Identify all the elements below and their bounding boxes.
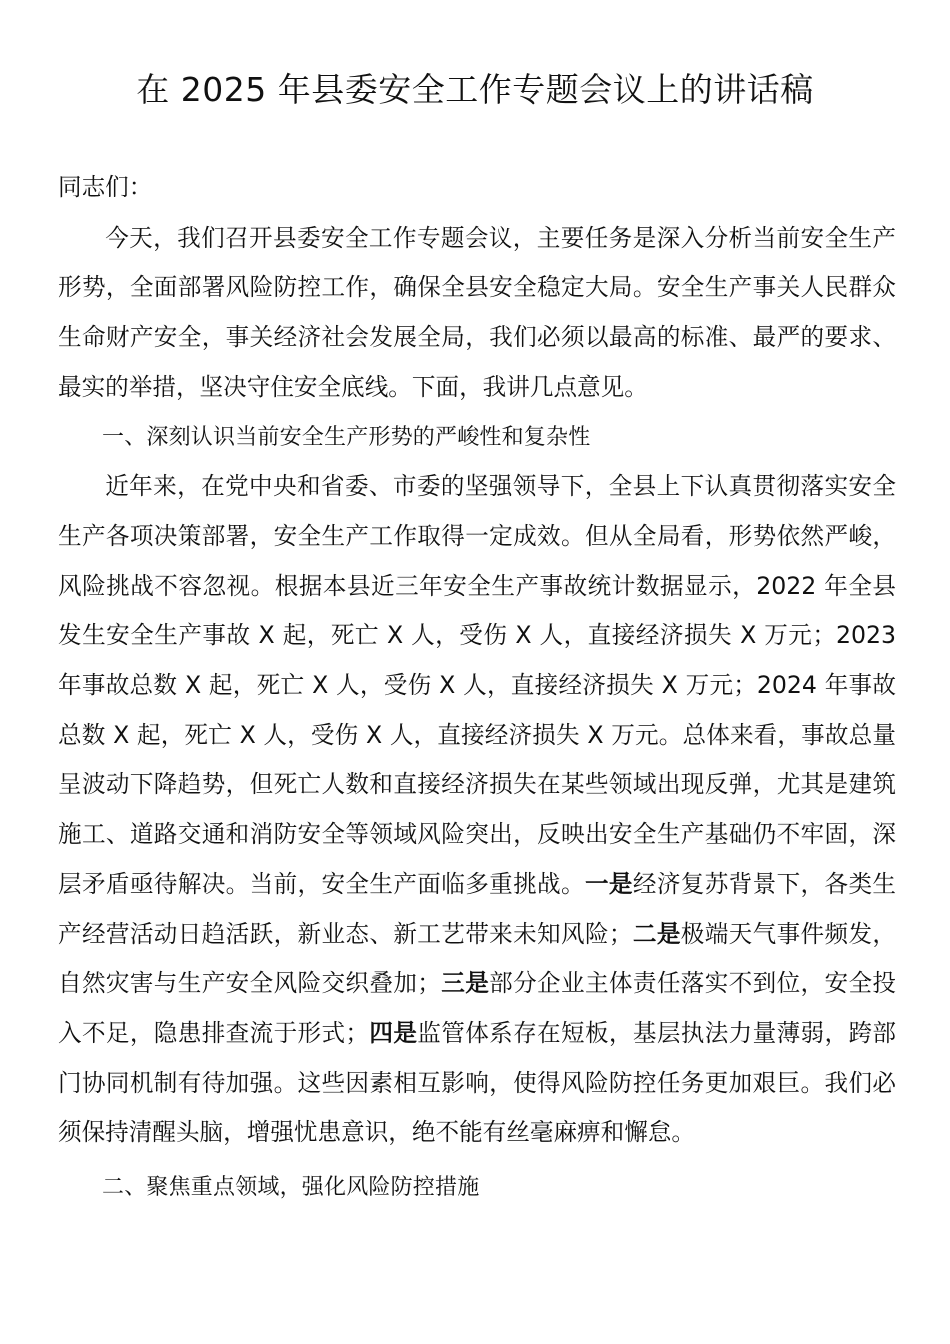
point-text-2: 极端天气事件频发，自然灾害与生产安全风险交织叠加； (58, 919, 896, 998)
paragraph-text: 近年来，在党中央和省委、市委的坚强领导下，全县上下认真贯彻落实安全生产各项决策部署，安全生产工作取得一定成效。但从全局看，形势依然严峻，风险挑战不容忽视。根据本县近三年安全生产事故统计数据显示，2022 年全县发生安全生产事故 X 起，死亡 X 人，受伤 X 人，直接经济损失 X 万元；2023 年事故总数 X 起，死亡 X 人，受伤 X 人，直接经济损失 X 万元；2024 年事故总数 X 起，死亡 X 人，受伤 X 人，直接经济损失 X 万元。总体来看，事故总量呈波动下降趋势，但死亡人数和直接经济损失在某些领域出现反弹，尤其是建筑施工、道路交通和消防安全等领域风险突出，反映出安全生产基础仍不牢固，深层矛盾亟待解决。当前，安全生产面临多重挑战。 (58, 472, 896, 898)
document-body (58, 163, 896, 1213)
salutation: 同志们： (58, 173, 153, 201)
point-label-3: 三是 (440, 969, 490, 998)
point-label-1: 一是 (584, 869, 633, 898)
section-1-paragraph (58, 462, 896, 1158)
point-label-2: 二是 (632, 919, 681, 948)
point-label-4: 四是 (369, 1018, 418, 1047)
point-text-3: 部分企业主体责任落实不到位，安全投入不足，隐患排查流于形式； (58, 969, 896, 1047)
point-text-1: 经济复苏背景下，各类生产经营活动日趋活跃，新业态、新工艺带来未知风险； (58, 869, 896, 948)
intro-paragraph: 今天，我们召开县委安全工作专题会议，主要任务是深入分析当前安全生产形势，全面部署风险防控工作，确保全县安全稳定大局。安全生产事关人民群众生命财产安全，事关经济社会发展全局，我们必须以最高的标准、最严的要求、最实的举措，坚决守住安全底线。下面，我讲几点意见。 (58, 223, 896, 401)
section-heading-2: 二、聚焦重点领域，强化风险防控措施 (102, 1175, 480, 1201)
document-title: 在 2025 年县委安全工作专题会议上的讲话稿 (136, 70, 814, 109)
section-heading-1: 一、深刻认识当前安全生产形势的严峻性和复杂性 (102, 424, 591, 450)
point-text-4: 监管体系存在短板，基层执法力量薄弱，跨部门协同机制有待加强。这些因素相互影响，使得风险防控任务更加艰巨。我们必须保持清醒头脑，增强忧患意识，绝不能有丝毫麻痹和懈怠。 (58, 1018, 896, 1147)
